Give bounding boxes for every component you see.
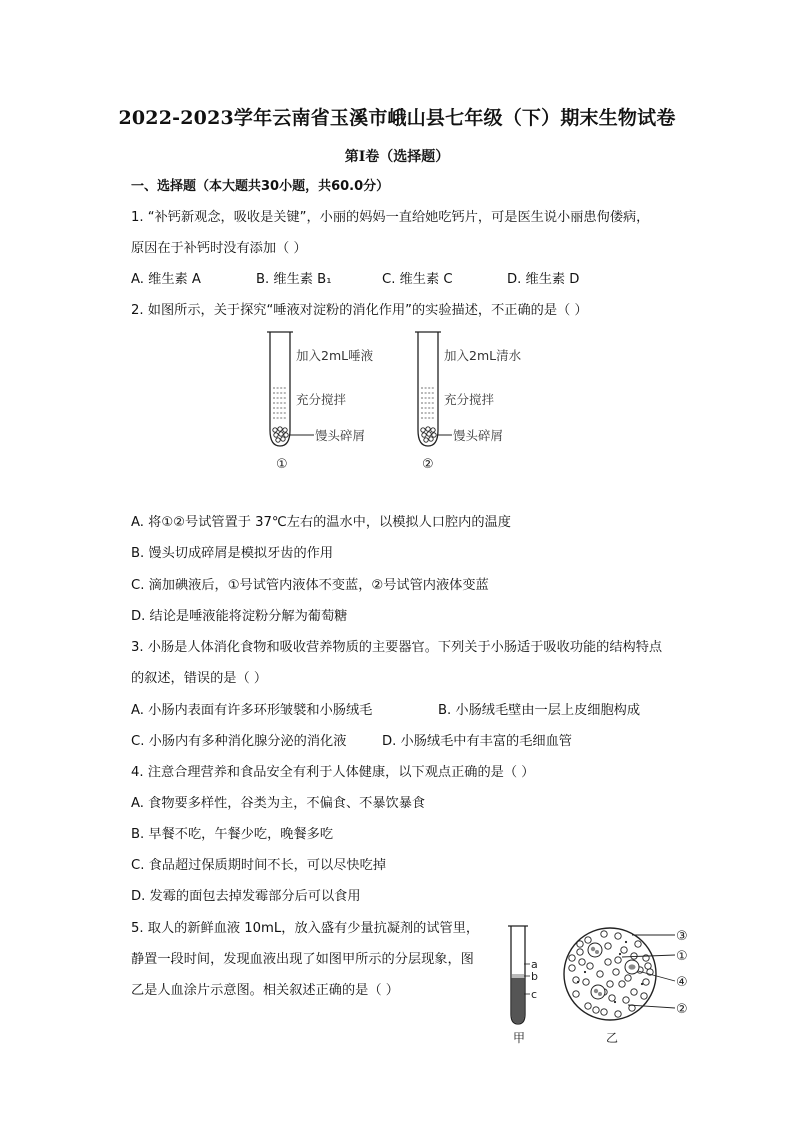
red-blood-cell <box>631 953 637 959</box>
q2-option-d: D. 结论是唾液能将淀粉分解为葡萄糖 <box>131 609 348 624</box>
figure-jia-label: 甲 <box>513 1031 526 1045</box>
red-blood-cell <box>587 963 593 969</box>
question-1-line-2: 原因在于补钙时没有添加（ ） <box>131 241 307 256</box>
red-blood-cell <box>605 943 611 949</box>
label-2: ② <box>676 1002 688 1017</box>
tube-1-add-label: 加入2mL唾液 <box>296 348 374 363</box>
label-1: ① <box>676 949 688 964</box>
tube-2-number: ② <box>422 457 434 472</box>
red-blood-cell <box>615 1011 621 1017</box>
q3-option-a: A. 小肠内表面有许多环形皱襞和小肠绒毛 <box>131 703 373 718</box>
test-tube-figure <box>262 326 552 476</box>
red-blood-cell <box>569 955 575 961</box>
red-blood-cell <box>573 991 579 997</box>
tube-1-stir-label: 充分搅拌 <box>296 392 347 407</box>
q4-option-d: D. 发霉的面包去掉发霉部分后可以食用 <box>131 889 361 904</box>
tube-2-bread-label: 馒头碎屑 <box>453 428 504 443</box>
red-blood-cell <box>613 969 619 975</box>
red-blood-cell <box>601 931 607 937</box>
white-blood-cell-2 <box>625 960 639 974</box>
red-blood-cell <box>577 941 583 947</box>
red-blood-cell <box>635 941 641 947</box>
red-blood-cell <box>583 979 589 985</box>
red-blood-cell <box>569 965 575 971</box>
question-3-line-1: 3. 小肠是人体消化食物和吸收营养物质的主要器官。下列关于小肠适于吸收功能的结构特点 <box>131 640 663 655</box>
layer-a-label: a <box>531 958 538 971</box>
red-blood-cell <box>601 1009 607 1015</box>
white-blood-cell-3 <box>591 985 605 999</box>
q1-option-b: B. 维生素 B₁ <box>256 272 332 287</box>
red-blood-cell <box>615 933 621 939</box>
red-blood-cell <box>623 997 629 1003</box>
red-blood-cell <box>609 995 615 1001</box>
red-blood-cell <box>585 937 591 943</box>
question-2-line-1: 2. 如图所示，关于探究“唾液对淀粉的消化作用”的实验描述，不正确的是（ ） <box>131 303 588 318</box>
blood-smear-figure <box>560 922 700 1047</box>
q1-option-d: D. 维生素 D <box>507 272 580 287</box>
q3-option-b: B. 小肠绒毛壁由一层上皮细胞构成 <box>438 703 641 718</box>
question-3-line-2: 的叙述，错误的是（ ） <box>131 671 268 686</box>
red-blood-cell <box>643 979 649 985</box>
question-5-line-2: 静置一段时间，发现血液出现了如图甲所示的分层现象，图 <box>131 952 474 967</box>
tube-2-stir-label: 充分搅拌 <box>444 392 495 407</box>
red-blood-cell <box>619 981 625 987</box>
red-blood-cell <box>607 981 613 987</box>
red-blood-cell <box>579 959 585 965</box>
q3-option-d: D. 小肠绒毛中有丰富的毛细血管 <box>382 734 572 749</box>
q2-option-a: A. 将①②号试管置于 37℃左右的温水中，以模拟人口腔内的温度 <box>131 515 511 530</box>
layer-b-label: b <box>531 970 538 983</box>
red-blood-cell <box>631 989 637 995</box>
red-blood-cell <box>615 957 621 963</box>
q4-option-a: A. 食物要多样性，谷类为主，不偏食、不暴饮暴食 <box>131 796 426 811</box>
blood-tube-figure <box>500 922 550 1047</box>
tube-1-number: ① <box>276 457 288 472</box>
tube-2-add-label: 加入2mL清水 <box>444 348 522 363</box>
figure-yi-label: 乙 <box>606 1031 619 1045</box>
page-title: 2022-2023学年云南省玉溪市峨山县七年级（下）期末生物试卷 <box>118 107 676 129</box>
q3-option-c: C. 小肠内有多种消化腺分泌的消化液 <box>131 734 347 749</box>
page-subtitle: 第I卷（选择题） <box>344 149 450 165</box>
q2-option-b: B. 馒头切成碎屑是模拟牙齿的作用 <box>131 546 334 561</box>
red-blood-cell <box>621 947 627 953</box>
red-blood-cell <box>645 963 651 969</box>
tube-1-bread-label: 馒头碎屑 <box>315 428 366 443</box>
red-blood-cell <box>605 959 611 965</box>
red-blood-cell <box>641 993 647 999</box>
section-heading: 一、选择题（本大题共30小题，共60.0分） <box>131 179 390 194</box>
white-blood-cell-1 <box>588 943 602 957</box>
q4-option-c: C. 食品超过保质期时间不长，可以尽快吃掉 <box>131 858 386 873</box>
question-1-line-1: 1. “补钙新观念，吸收是关键”，小丽的妈妈一直给她吃钙片，可是医生说小丽患佝偻病， <box>131 210 650 225</box>
question-5-line-3: 乙是人血涂片示意图。相关叙述正确的是（ ） <box>131 983 399 998</box>
layer-c-label: c <box>531 988 538 1001</box>
label-3: ③ <box>676 929 688 944</box>
q1-option-a: A. 维生素 A <box>131 272 201 287</box>
red-blood-cell <box>625 975 631 981</box>
label-4: ④ <box>676 975 688 990</box>
red-blood-cell <box>597 971 603 977</box>
q4-option-b: B. 早餐不吃，午餐少吃，晚餐多吃 <box>131 827 334 842</box>
question-4-line-1: 4. 注意合理营养和食品安全有利于人体健康，以下观点正确的是（ ） <box>131 765 535 780</box>
red-blood-cell <box>577 949 583 955</box>
bread-crumbs-1 <box>273 427 288 442</box>
red-blood-cell <box>585 1003 591 1009</box>
q1-option-c: C. 维生素 C <box>382 272 453 287</box>
bread-crumbs-2 <box>421 427 436 442</box>
question-5-line-1: 5. 取人的新鲜血液 10mL，放入盛有少量抗凝剂的试管里， <box>131 921 480 936</box>
red-blood-cell <box>593 1007 599 1013</box>
q2-option-c: C. 滴加碘液后，①号试管内液体不变蓝，②号试管内液体变蓝 <box>131 578 489 593</box>
